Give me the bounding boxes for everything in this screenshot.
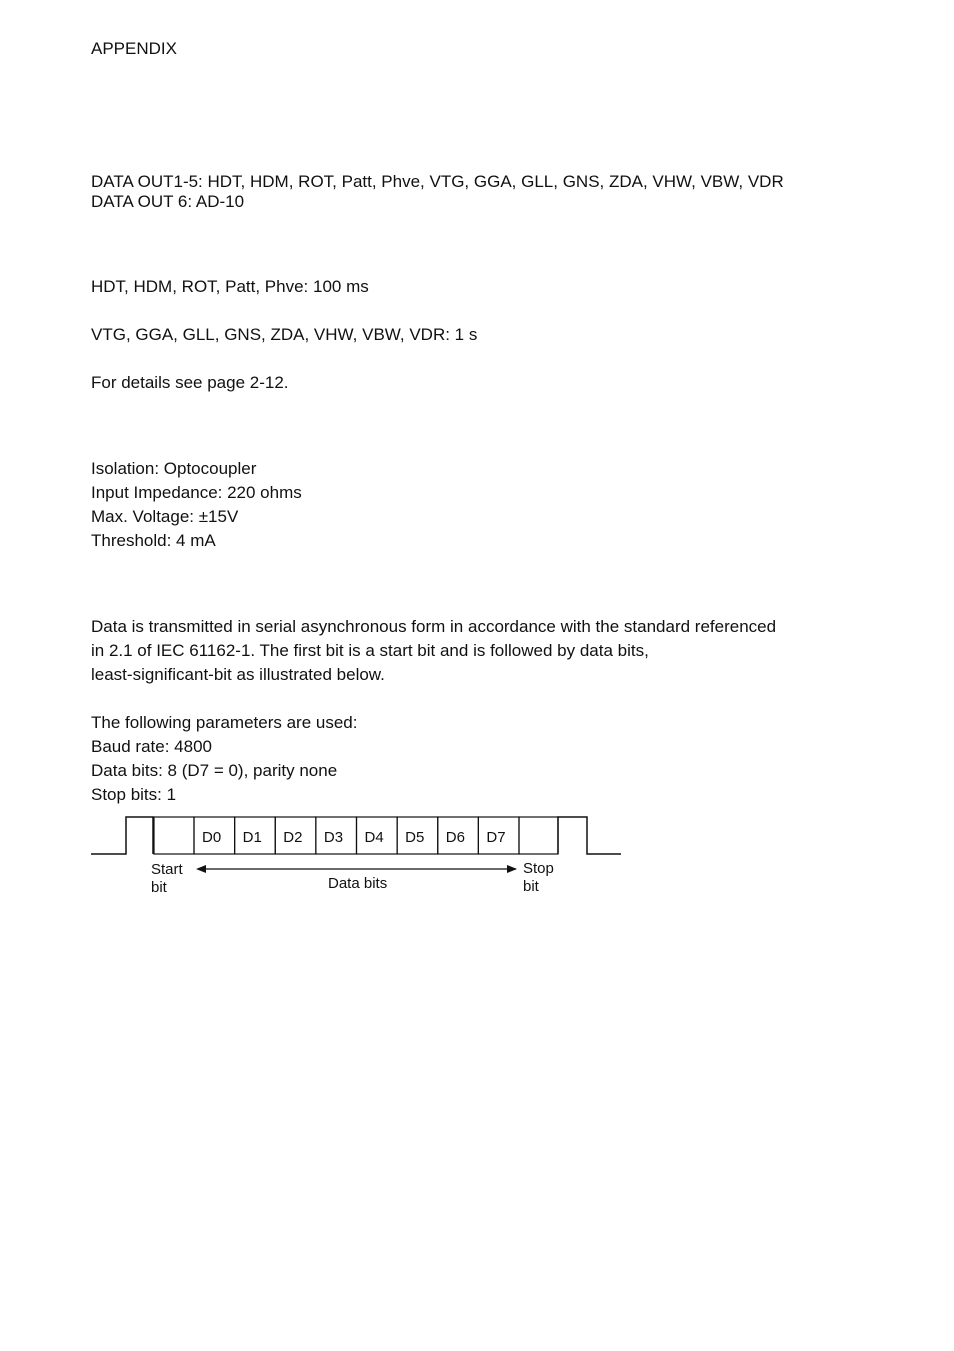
transmission-text-line-3: least-significant-bit as illustrated below. xyxy=(91,665,385,684)
stop-label-line-1: Stop xyxy=(523,860,554,877)
data-bit-label-d2: D2 xyxy=(283,829,303,846)
baud-rate: Baud rate: 4800 xyxy=(91,737,212,756)
start-bit-cell xyxy=(154,817,194,854)
stop-bit-cell xyxy=(519,817,558,854)
data-bits-label: Data bits xyxy=(328,875,388,892)
transmission-text-line-1: Data is transmitted in serial asynchronous form in accordance with the standard referenced xyxy=(91,617,777,636)
impedance-spec: Input Impedance: 220 ohms xyxy=(91,483,302,502)
start-label-line-1: Start xyxy=(151,861,183,878)
details-reference: For details see page 2-12. xyxy=(91,373,289,392)
data-out-line-2: DATA OUT 6: AD-10 xyxy=(91,192,245,211)
data-bit-label-d7: D7 xyxy=(486,829,506,846)
data-bits-spec: Data bits: 8 (D7 = 0), parity none xyxy=(91,761,338,780)
data-bit-label-d0: D0 xyxy=(202,829,222,846)
data-bit-label-d3: D3 xyxy=(323,829,344,846)
transmission-text-line-2: in 2.1 of IEC 61162-1. The first bit is a start bit and is followed by data bits, xyxy=(91,641,649,660)
stop-label-line-2: bit xyxy=(523,878,539,895)
data-bit-label-d1: D1 xyxy=(242,829,262,846)
rate-slow: VTG, GGA, GLL, GNS, ZDA, VHW, VBW, VDR: 1 s xyxy=(91,325,478,344)
data-out-line-1: DATA OUT1-5: HDT, HDM, ROT, Patt, Phve, VTG, GGA, GLL, GNS, ZDA, VHW, VBW, VDR xyxy=(91,172,784,191)
data-bits-arrow-left-head xyxy=(196,865,206,873)
data-bit-label-d6: D6 xyxy=(445,829,465,846)
data-bit-label-d4: D4 xyxy=(364,829,384,846)
stop-bits-spec: Stop bits: 1 xyxy=(91,785,177,804)
parameters-intro: The following parameters are used: xyxy=(91,713,358,732)
start-label-line-2: bit xyxy=(151,879,167,896)
data-bit-label-d5: D5 xyxy=(405,829,425,846)
rate-fast: HDT, HDM, ROT, Patt, Phve: 100 ms xyxy=(91,277,369,296)
threshold-spec: Threshold: 4 mA xyxy=(91,531,216,550)
page-header: APPENDIX xyxy=(91,39,177,58)
isolation-spec: Isolation: Optocoupler xyxy=(91,459,257,478)
voltage-spec: Max. Voltage: ±15V xyxy=(91,507,239,526)
